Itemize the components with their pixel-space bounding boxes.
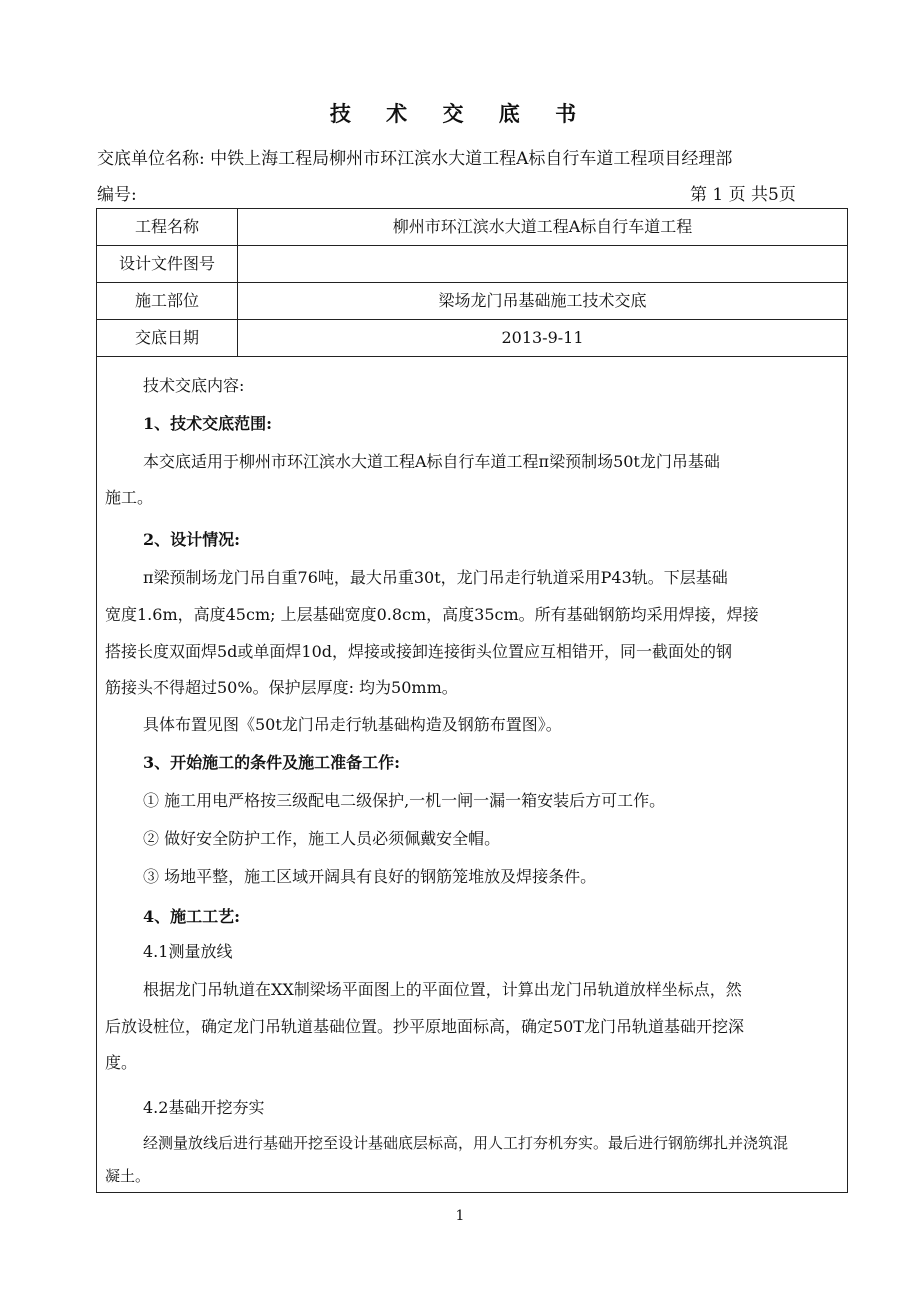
value-project-name: 柳州市环江滨水大道工程A标自行车道工程 <box>392 217 693 236</box>
section-2-text-line: 筋接头不得超过50%。保护层厚度: 均为50mm。 <box>105 678 458 697</box>
subsection-4-1-text-line: 度。 <box>105 1053 138 1072</box>
section-1-text-line: 本交底适用于柳州市环江滨水大道工程A标自行车道工程π梁预制场50t龙门吊基础 <box>143 452 720 471</box>
label-project-name: 工程名称 <box>97 209 238 245</box>
row-project-name <box>97 209 847 246</box>
section-3-item: ③ 场地平整，施工区域开阔具有良好的钢筋笼堆放及焊接条件。 <box>143 867 597 886</box>
section-1-text-line: 施工。 <box>105 488 154 507</box>
subsection-4-1-heading: 4.1测量放线 <box>143 942 233 961</box>
section-3-heading: 3、开始施工的条件及施工准备工作: <box>143 753 401 772</box>
value-construction-part: 梁场龙门吊基础施工技术交底 <box>438 291 647 310</box>
subsection-4-2-text-line: 经测量放线后进行基础开挖至设计基础底层标高，用人工打夯机夯实。最后进行钢筋绑扎并浇筑混 <box>143 1134 789 1152</box>
subsection-4-1-text-line: 后放设桩位，确定龙门吊轨道基础位置。抄平原地面标高，确定50T龙门吊轨道基础开挖深 <box>105 1017 745 1036</box>
page-info: 第 1 页 共5页 <box>690 185 796 205</box>
issuing-unit: 交底单位名称: 中铁上海工程局柳州市环江滨水大道工程A标自行车道工程项目经理部 <box>97 149 733 169</box>
section-2-text-line: π梁预制场龙门吊自重76吨，最大吊重30t，龙门吊走行轨道采用P43轨。下层基础 <box>143 568 728 587</box>
document-title: 技 术 交 底 书 <box>329 101 591 126</box>
content-intro: 技术交底内容: <box>143 376 245 395</box>
section-2-text-line: 搭接长度双面焊5d或单面焊10d，焊接或接卸连接街头位置应互相错开，同一截面处的钢 <box>105 642 733 661</box>
label-date: 交底日期 <box>97 320 238 356</box>
value-drawing-number <box>238 246 847 282</box>
section-1-heading: 1、技术交底范围: <box>143 414 273 433</box>
row-construction-part <box>97 283 847 320</box>
page-number: 1 <box>455 1208 465 1224</box>
section-4-heading: 4、施工工艺: <box>143 907 241 926</box>
label-drawing-number: 设计文件图号 <box>97 246 238 282</box>
section-2-text-line: 具体布置见图《50t龙门吊走行轨基础构造及钢筋布置图》。 <box>143 715 562 734</box>
serial-number-label: 编号: <box>97 185 137 205</box>
row-drawing-number <box>97 246 847 283</box>
section-2-heading: 2、设计情况: <box>143 530 241 549</box>
disclosure-form <box>96 208 848 1193</box>
section-3-item: ① 施工用电严格按三级配电二级保护,一机一闸一漏一箱安装后方可工作。 <box>143 791 666 810</box>
section-2-text-line: 宽度1.6m，高度45cm; 上层基础宽度0.8cm，高度35cm。所有基础钢筋均采用焊接，焊接 <box>105 605 759 624</box>
section-3-item: ② 做好安全防护工作，施工人员必须佩戴安全帽。 <box>143 829 501 848</box>
subsection-4-2-text-line: 凝土。 <box>105 1167 151 1185</box>
subsection-4-1-text-line: 根据龙门吊轨道在XX制梁场平面图上的平面位置，计算出龙门吊轨道放样坐标点，然 <box>143 980 742 999</box>
row-date <box>97 320 847 357</box>
label-construction-part: 施工部位 <box>97 283 238 319</box>
subsection-4-2-heading: 4.2基础开挖夯实 <box>143 1098 265 1117</box>
value-date: 2013-9-11 <box>501 328 584 347</box>
